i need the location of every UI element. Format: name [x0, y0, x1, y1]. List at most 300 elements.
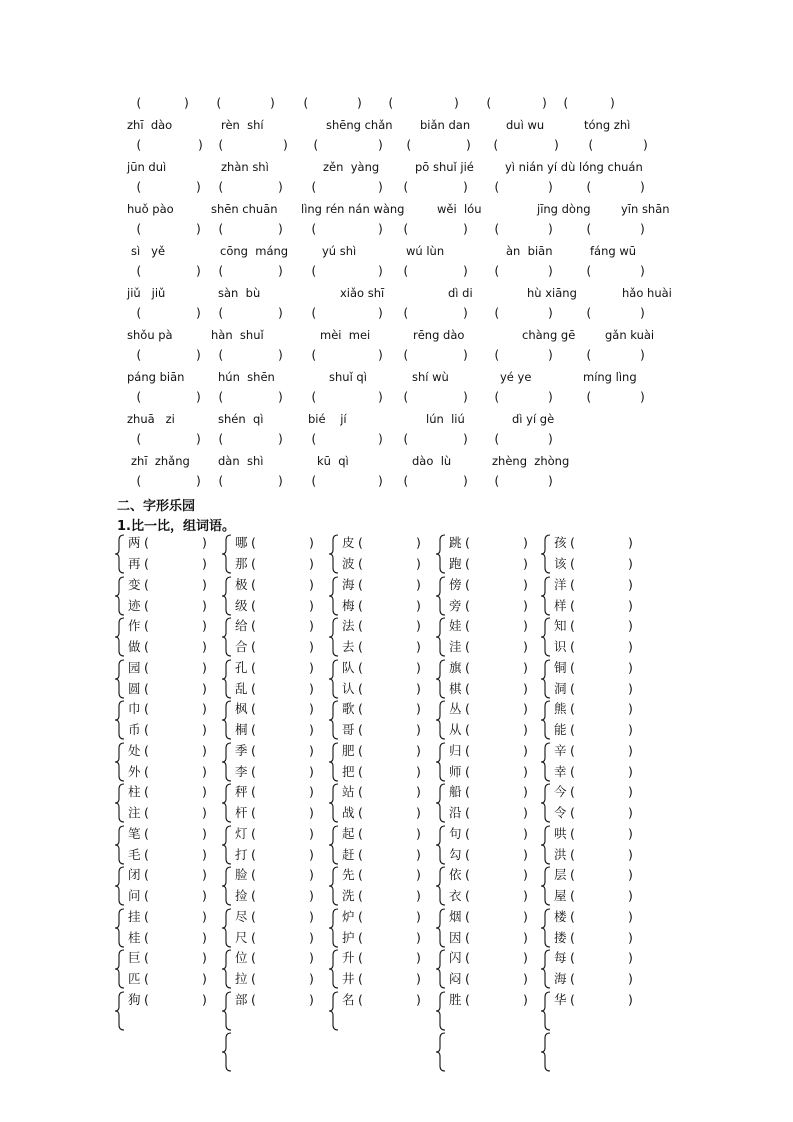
- open-paren: (: [217, 348, 225, 362]
- char-word-line: [235, 762, 314, 782]
- curly-brace-icon: [114, 825, 126, 865]
- answer-open-paren[interactable]: (: [251, 722, 256, 737]
- answer-open-paren[interactable]: (: [465, 971, 470, 986]
- character: 洪: [554, 846, 567, 862]
- answer-close-paren: ): [523, 659, 528, 675]
- answer-open-paren[interactable]: (: [358, 950, 363, 965]
- pinyin-row: [127, 160, 687, 181]
- pinyin-word: páng biān: [127, 370, 185, 384]
- compare-pair: [540, 907, 645, 949]
- answer-open-paren[interactable]: (: [570, 950, 575, 965]
- char-word-line: [554, 845, 633, 865]
- open-paren: (: [493, 264, 501, 278]
- character: 升: [342, 950, 355, 965]
- char-word-line: [449, 969, 528, 989]
- char-word-line: [449, 928, 528, 948]
- answer-open-paren[interactable]: (: [570, 846, 575, 862]
- character: 华: [554, 991, 567, 1007]
- pinyin-word: zhàn shì: [221, 160, 269, 174]
- answer-open-paren[interactable]: (: [251, 971, 256, 986]
- curly-brace-icon: [114, 991, 126, 1031]
- compare-pair: [114, 782, 219, 824]
- answer-open-paren[interactable]: (: [465, 867, 470, 882]
- open-paren: (: [405, 138, 413, 152]
- answer-open-paren[interactable]: (: [570, 659, 575, 675]
- answer-open-paren[interactable]: (: [251, 929, 256, 945]
- close-paren: ): [639, 390, 647, 404]
- answer-open-paren[interactable]: (: [251, 576, 256, 592]
- char-word-line: [554, 658, 633, 678]
- character: 脸: [235, 867, 248, 882]
- pinyin-word: duì wu: [506, 118, 545, 132]
- answer-close-paren: ): [523, 556, 528, 571]
- answer-close-paren: ): [309, 701, 314, 716]
- character: 楼: [554, 908, 567, 924]
- answer-open-paren[interactable]: (: [251, 597, 256, 613]
- answer-open-paren[interactable]: (: [570, 825, 575, 841]
- answer-close-paren: ): [523, 991, 528, 1007]
- curly-brace-icon: [221, 659, 233, 699]
- char-word-line: [449, 575, 528, 595]
- character: 闷: [449, 971, 462, 986]
- pinyin-word: tóng zhì: [584, 118, 631, 132]
- char-word-line: [235, 865, 314, 885]
- answer-open-paren[interactable]: (: [144, 784, 149, 799]
- close-paren: ): [377, 138, 385, 152]
- pinyin-word: zhī zhǎng: [131, 454, 190, 468]
- pinyin-word: sì yě: [131, 244, 166, 258]
- answer-open-paren[interactable]: (: [358, 784, 363, 799]
- compare-pair: [221, 533, 326, 575]
- answer-open-paren[interactable]: (: [570, 576, 575, 592]
- answer-open-paren[interactable]: (: [570, 805, 575, 820]
- answer-open-paren[interactable]: (: [251, 888, 256, 903]
- answer-close-paren: ): [202, 556, 207, 571]
- open-paren: (: [585, 180, 593, 194]
- answer-open-paren[interactable]: (: [251, 680, 256, 696]
- character: 旁: [449, 597, 462, 613]
- compare-pair: [540, 616, 645, 658]
- curly-brace-icon: [328, 825, 340, 865]
- answer-open-paren[interactable]: (: [144, 701, 149, 716]
- char-word-line: [128, 720, 207, 740]
- answer-open-paren[interactable]: (: [251, 535, 256, 550]
- answer-close-paren: ): [202, 597, 207, 613]
- character: 搂: [554, 929, 567, 945]
- curly-brace-icon: [540, 700, 552, 740]
- answer-open-paren[interactable]: (: [465, 556, 470, 571]
- curly-brace-icon: [114, 783, 126, 823]
- answer-open-paren[interactable]: (: [570, 908, 575, 924]
- character: 名: [342, 991, 355, 1007]
- character: 币: [128, 722, 141, 737]
- character: 每: [554, 950, 567, 965]
- answer-close-paren: ): [202, 929, 207, 945]
- answer-open-paren[interactable]: (: [251, 742, 256, 758]
- answer-open-paren[interactable]: (: [358, 991, 363, 1007]
- answer-open-paren[interactable]: (: [465, 618, 470, 633]
- compare-pair: [540, 990, 645, 1032]
- answer-open-paren[interactable]: (: [465, 908, 470, 924]
- character: 烟: [449, 908, 462, 924]
- answer-open-paren[interactable]: (: [570, 763, 575, 779]
- answer-open-paren[interactable]: (: [251, 763, 256, 779]
- pinyin-word: rēng dào: [413, 328, 465, 342]
- answer-open-paren[interactable]: (: [144, 888, 149, 903]
- close-paren: ): [282, 138, 290, 152]
- open-paren: (: [562, 96, 570, 110]
- answer-open-paren[interactable]: (: [465, 825, 470, 841]
- open-paren: (: [585, 264, 593, 278]
- answer-open-paren[interactable]: (: [358, 659, 363, 675]
- answer-open-paren[interactable]: (: [465, 991, 470, 1007]
- answer-close-paren: ): [523, 680, 528, 696]
- compare-pair: [540, 948, 645, 990]
- answer-close-paren: ): [523, 950, 528, 965]
- answer-open-paren[interactable]: (: [144, 742, 149, 758]
- compare-pair: [328, 699, 433, 741]
- open-paren: (: [387, 96, 395, 110]
- answer-open-paren[interactable]: (: [144, 805, 149, 820]
- open-paren: (: [493, 348, 501, 362]
- close-paren: ): [609, 96, 617, 110]
- answer-close-paren: ): [416, 971, 421, 986]
- curly-brace-icon: [221, 534, 233, 574]
- answer-bracket-row: [127, 264, 687, 285]
- answer-open-paren[interactable]: (: [358, 701, 363, 716]
- char-word-line: [449, 845, 528, 865]
- character: 圆: [128, 680, 141, 696]
- answer-close-paren: ): [202, 535, 207, 550]
- compare-pair: [221, 990, 326, 1032]
- character: 护: [342, 929, 355, 945]
- compare-pair: [328, 575, 433, 617]
- answer-open-paren[interactable]: (: [570, 535, 575, 550]
- answer-open-paren[interactable]: (: [144, 929, 149, 945]
- answer-open-paren[interactable]: (: [465, 784, 470, 799]
- pinyin-word: sàn bù: [218, 286, 261, 300]
- answer-open-paren[interactable]: (: [251, 784, 256, 799]
- answer-open-paren[interactable]: (: [144, 763, 149, 779]
- answer-open-paren[interactable]: (: [465, 639, 470, 654]
- answer-open-paren[interactable]: (: [570, 556, 575, 571]
- pinyin-word: shuǐ qì: [329, 370, 367, 384]
- compare-pair: [540, 741, 645, 783]
- answer-open-paren[interactable]: (: [570, 680, 575, 696]
- answer-open-paren[interactable]: (: [570, 991, 575, 1007]
- answer-open-paren[interactable]: (: [358, 680, 363, 696]
- curly-brace-icon: [540, 534, 552, 574]
- answer-open-paren[interactable]: (: [358, 535, 363, 550]
- answer-open-paren[interactable]: (: [358, 618, 363, 633]
- char-word-line: [449, 616, 528, 636]
- curly-brace-icon: [114, 576, 126, 616]
- open-paren: (: [135, 306, 143, 320]
- compare-pair: [540, 533, 645, 575]
- answer-close-paren: ): [202, 971, 207, 986]
- answer-bracket-row: [127, 306, 687, 327]
- answer-open-paren[interactable]: (: [144, 846, 149, 862]
- char-word-line: [449, 865, 528, 885]
- character: 该: [554, 556, 567, 571]
- char-word-line: [449, 907, 528, 927]
- character: 跑: [449, 556, 462, 571]
- answer-open-paren[interactable]: (: [251, 805, 256, 820]
- answer-close-paren: ): [416, 805, 421, 820]
- answer-close-paren: ): [309, 763, 314, 779]
- compare-pair: [114, 533, 219, 575]
- compare-pair: [540, 865, 645, 907]
- curly-brace-icon: [328, 659, 340, 699]
- answer-open-paren[interactable]: (: [358, 742, 363, 758]
- answer-open-paren[interactable]: (: [465, 763, 470, 779]
- open-paren: (: [485, 96, 493, 110]
- answer-close-paren: ): [523, 908, 528, 924]
- answer-close-paren: ): [523, 805, 528, 820]
- answer-open-paren[interactable]: (: [570, 701, 575, 716]
- answer-close-paren: ): [416, 784, 421, 799]
- character: 孔: [235, 659, 248, 675]
- answer-bracket-row: [127, 222, 687, 243]
- close-paren: ): [377, 264, 385, 278]
- answer-close-paren: ): [309, 908, 314, 924]
- answer-open-paren[interactable]: (: [570, 929, 575, 945]
- answer-open-paren[interactable]: (: [144, 535, 149, 550]
- answer-open-paren[interactable]: (: [358, 888, 363, 903]
- pinyin-word: yì nián yí dù lóng chuán: [505, 160, 643, 174]
- answer-open-paren[interactable]: (: [465, 659, 470, 675]
- answer-open-paren[interactable]: (: [251, 701, 256, 716]
- character: 层: [554, 867, 567, 882]
- curly-brace-icon: [328, 908, 340, 948]
- open-paren: (: [402, 180, 410, 194]
- answer-open-paren[interactable]: (: [144, 618, 149, 633]
- answer-close-paren: ): [628, 535, 633, 550]
- character: 外: [128, 763, 141, 779]
- answer-close-paren: ): [628, 618, 633, 633]
- answer-open-paren[interactable]: (: [251, 618, 256, 633]
- answer-open-paren[interactable]: (: [251, 825, 256, 841]
- curly-brace-icon: [328, 534, 340, 574]
- answer-open-paren[interactable]: (: [358, 846, 363, 862]
- pinyin-word: pō shuǐ jié: [415, 160, 474, 174]
- answer-open-paren[interactable]: (: [144, 659, 149, 675]
- curly-brace-icon: [540, 659, 552, 699]
- answer-close-paren: ): [628, 805, 633, 820]
- answer-open-paren[interactable]: (: [570, 722, 575, 737]
- answer-open-paren[interactable]: (: [570, 618, 575, 633]
- answer-open-paren[interactable]: (: [570, 888, 575, 903]
- close-paren: ): [195, 222, 203, 236]
- answer-close-paren: ): [309, 805, 314, 820]
- character: 沿: [449, 805, 462, 820]
- char-word-line: [449, 720, 528, 740]
- close-paren: ): [277, 306, 285, 320]
- answer-open-paren[interactable]: (: [144, 576, 149, 592]
- answer-open-paren[interactable]: (: [144, 908, 149, 924]
- answer-open-paren[interactable]: (: [465, 950, 470, 965]
- char-word-line: [554, 824, 633, 844]
- answer-open-paren[interactable]: (: [144, 680, 149, 696]
- answer-open-paren[interactable]: (: [465, 742, 470, 758]
- open-paren: (: [217, 474, 225, 488]
- answer-open-paren[interactable]: (: [251, 556, 256, 571]
- answer-open-paren[interactable]: (: [570, 867, 575, 882]
- answer-open-paren[interactable]: (: [465, 888, 470, 903]
- char-word-line: [342, 637, 421, 657]
- compare-pair: [221, 616, 326, 658]
- char-word-line: [342, 699, 421, 719]
- char-word-line: [342, 865, 421, 885]
- char-word-line: [128, 865, 207, 885]
- answer-open-paren[interactable]: (: [144, 556, 149, 571]
- close-paren: ): [277, 180, 285, 194]
- answer-open-paren[interactable]: (: [358, 867, 363, 882]
- answer-open-paren[interactable]: (: [358, 597, 363, 613]
- open-paren: (: [217, 306, 225, 320]
- open-paren: (: [310, 180, 318, 194]
- answer-close-paren: ): [202, 784, 207, 799]
- answer-close-paren: ): [416, 639, 421, 654]
- pinyin-row: [127, 118, 687, 139]
- char-word-line: [342, 886, 421, 906]
- char-word-line: [342, 533, 421, 553]
- answer-open-paren[interactable]: (: [144, 639, 149, 654]
- answer-open-paren[interactable]: (: [570, 971, 575, 986]
- curly-brace-icon: [114, 908, 126, 948]
- close-paren: ): [377, 222, 385, 236]
- answer-close-paren: ): [416, 680, 421, 696]
- answer-open-paren[interactable]: (: [251, 867, 256, 882]
- compare-pair: [540, 658, 645, 700]
- curly-brace-icon: [328, 991, 340, 1031]
- answer-open-paren[interactable]: (: [358, 929, 363, 945]
- character: 战: [342, 805, 355, 820]
- char-word-line: [235, 658, 314, 678]
- answer-close-paren: ): [309, 991, 314, 1007]
- answer-open-paren[interactable]: (: [144, 825, 149, 841]
- answer-close-paren: ): [523, 742, 528, 758]
- answer-close-paren: ): [523, 971, 528, 986]
- answer-open-paren[interactable]: (: [358, 576, 363, 592]
- character: 衣: [449, 888, 462, 903]
- answer-close-paren: ): [628, 722, 633, 737]
- char-word-line: [342, 845, 421, 865]
- answer-open-paren[interactable]: (: [144, 597, 149, 613]
- pinyin-word: lún liú: [426, 412, 465, 426]
- answer-open-paren[interactable]: (: [465, 680, 470, 696]
- answer-open-paren[interactable]: (: [358, 722, 363, 737]
- answer-close-paren: ): [523, 639, 528, 654]
- answer-open-paren[interactable]: (: [358, 763, 363, 779]
- exercise-instruction: 1.比一比，组词语。: [117, 519, 235, 534]
- answer-open-paren[interactable]: (: [570, 597, 575, 613]
- pinyin-word: kū qì: [317, 454, 349, 468]
- compare-pair: [435, 948, 540, 990]
- answer-close-paren: ): [628, 763, 633, 779]
- answer-open-paren[interactable]: (: [465, 846, 470, 862]
- char-word-line: [342, 596, 421, 616]
- answer-close-paren: ): [416, 825, 421, 841]
- open-paren: (: [135, 222, 143, 236]
- answer-open-paren[interactable]: (: [251, 639, 256, 654]
- character: 幸: [554, 763, 567, 779]
- answer-close-paren: ): [202, 639, 207, 654]
- answer-open-paren[interactable]: (: [251, 846, 256, 862]
- answer-open-paren[interactable]: (: [358, 908, 363, 924]
- answer-open-paren[interactable]: (: [465, 535, 470, 550]
- answer-open-paren[interactable]: (: [465, 722, 470, 737]
- answer-close-paren: ): [416, 597, 421, 613]
- answer-open-paren[interactable]: (: [144, 867, 149, 882]
- compare-pair: [114, 948, 219, 990]
- curly-brace-icon: [221, 742, 233, 782]
- close-paren: ): [639, 180, 647, 194]
- char-word-line: [235, 554, 314, 574]
- character: 先: [342, 867, 355, 882]
- answer-open-paren[interactable]: (: [358, 825, 363, 841]
- character: 洼: [449, 639, 462, 654]
- char-word-line: [128, 803, 207, 823]
- answer-open-paren[interactable]: (: [144, 971, 149, 986]
- answer-open-paren[interactable]: (: [465, 805, 470, 820]
- answer-open-paren[interactable]: (: [251, 659, 256, 675]
- character: 波: [342, 556, 355, 571]
- answer-close-paren: ): [202, 908, 207, 924]
- character: 因: [449, 929, 462, 945]
- pinyin-word: hǎo huài: [622, 286, 672, 300]
- answer-open-paren[interactable]: (: [570, 639, 575, 654]
- answer-close-paren: ): [628, 971, 633, 986]
- close-paren: ): [547, 180, 555, 194]
- answer-close-paren: ): [416, 722, 421, 737]
- character: 注: [128, 805, 141, 820]
- answer-close-paren: ): [628, 556, 633, 571]
- answer-open-paren[interactable]: (: [570, 742, 575, 758]
- character: 梅: [342, 597, 355, 613]
- curly-brace-icon: [540, 783, 552, 823]
- compare-pair: [328, 990, 433, 1032]
- character: 巨: [128, 950, 141, 965]
- answer-open-paren[interactable]: (: [144, 991, 149, 1007]
- char-word-line: [342, 575, 421, 595]
- character: 句: [449, 825, 462, 841]
- answer-open-paren[interactable]: (: [465, 701, 470, 716]
- answer-open-paren[interactable]: (: [570, 784, 575, 799]
- pinyin-word: wěi lóu: [437, 202, 482, 216]
- char-word-line: [449, 948, 528, 968]
- answer-open-paren[interactable]: (: [358, 971, 363, 986]
- answer-close-paren: ): [202, 680, 207, 696]
- answer-open-paren[interactable]: (: [144, 950, 149, 965]
- character: 熊: [554, 701, 567, 716]
- answer-open-paren[interactable]: (: [251, 991, 256, 1007]
- answer-open-paren[interactable]: (: [358, 639, 363, 654]
- character: 李: [235, 763, 248, 779]
- answer-open-paren[interactable]: (: [251, 908, 256, 924]
- answer-open-paren[interactable]: (: [465, 597, 470, 613]
- pinyin-word: dì yí gè: [512, 412, 555, 426]
- character: 屋: [554, 888, 567, 903]
- answer-open-paren[interactable]: (: [465, 576, 470, 592]
- answer-open-paren[interactable]: (: [144, 722, 149, 737]
- char-word-line: [449, 554, 528, 574]
- char-word-line: [449, 990, 528, 1010]
- answer-open-paren[interactable]: (: [358, 556, 363, 571]
- answer-open-paren[interactable]: (: [358, 805, 363, 820]
- answer-open-paren[interactable]: (: [251, 950, 256, 965]
- answer-open-paren[interactable]: (: [465, 929, 470, 945]
